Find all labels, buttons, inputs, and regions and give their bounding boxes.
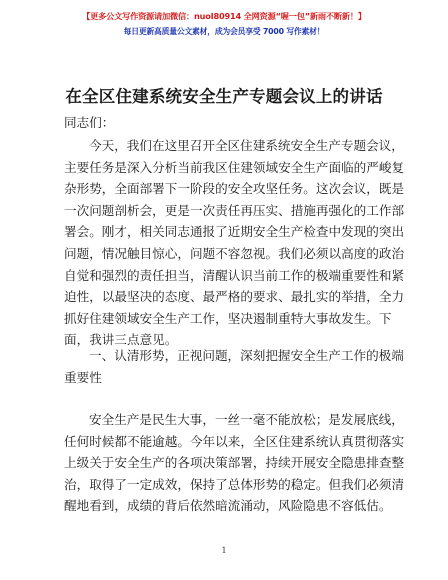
paragraph-line: 任何时候都不能逾越。今年以来，全区住建系统认真贯彻落实 — [64, 433, 405, 449]
paragraph-line: 上级关于安全生产的各项决策部署，持续开展安全隐患排查整 — [64, 455, 405, 471]
paragraph-line: 杂形势，全面部署下一阶段的安全攻坚任务。这次会议，既是 — [64, 181, 405, 197]
paragraph-line: 今天，我们在这里召开全区住建系统安全生产专题会议， — [89, 138, 404, 153]
page-number: 1 — [221, 546, 227, 555]
paragraph-line: 迫性，以最坚决的态度、最严格的要求、最扎实的举措，全力 — [64, 289, 405, 305]
promo-banner-line-2: 每日更新高质量公文素材，成为会员享受 7000 写作素材！ — [123, 27, 325, 36]
heading-line: 一、认清形势，正视问题，深刻把握安全生产工作的极端 — [89, 348, 404, 363]
heading-line: 重要性 — [64, 369, 102, 385]
paragraph-line: 署会。刚才，相关同志通报了近期安全生产检查中发现的突出 — [64, 224, 405, 240]
opening-paragraph — [64, 135, 405, 351]
section-heading-1 — [64, 345, 404, 388]
paragraph-line: 自觉和强烈的责任担当，清醒认识当前工作的极端重要性和紧 — [64, 267, 405, 283]
paragraph-line: 面，我讲三点意见。 — [64, 332, 178, 348]
section-1-paragraph — [64, 409, 405, 517]
paragraph-line: 抓好住建领域安全生产工作，坚决遏制重特大事故发生。下 — [64, 310, 392, 326]
paragraph-line: 醒地看到，成绩的背后依然暗流涌动，风险隐患不容低估。 — [64, 498, 392, 514]
promo-banner-line-1: 【更多公文写作资源请加微信：nuoI80914 全网资源“喔一包”新雨不断新！】 — [82, 11, 366, 21]
paragraph-line: 一次问题剖析会，更是一次责任再压实、措施再强化的工作部 — [64, 202, 405, 218]
paragraph-line: 治，取得了一定成效，保持了总体形势的稳定。但我们必须清 — [64, 476, 405, 492]
document-title: 在全区住建系统安全生产专题会议上的讲话 — [65, 87, 383, 106]
salutation: 同志们： — [64, 115, 115, 130]
paragraph-line: 问题，情况触目惊心，问题不容忽视。我们必须以高度的政治 — [64, 245, 405, 261]
paragraph-line: 主要任务是深入分析当前我区住建领域安全生产面临的严峻复 — [64, 159, 405, 175]
paragraph-line: 安全生产是民生大事，一丝一毫不能放松；是发展底线， — [89, 412, 404, 427]
